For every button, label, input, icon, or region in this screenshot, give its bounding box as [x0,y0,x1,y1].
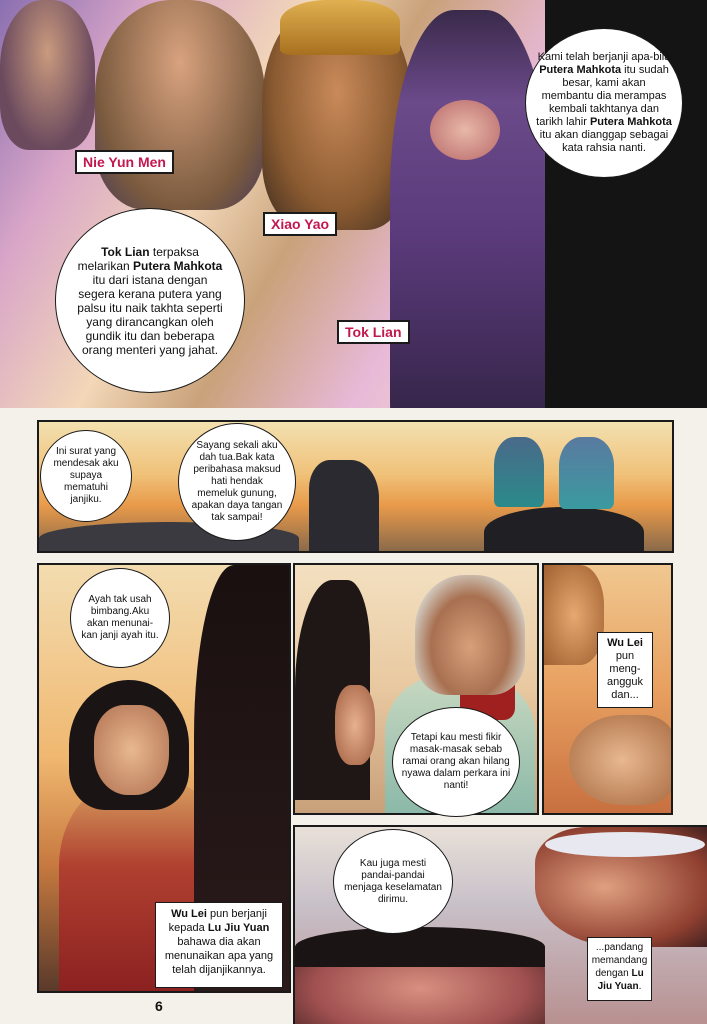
bold-name: Putera Mahkota [539,64,622,76]
bubble-text: Kami telah berjanji apa-bila [537,51,671,63]
bubble-text: itu sudah besar, kami akan membantu dia merampas kembali takhtanya dan tarikh lahir [536,64,669,128]
figure-wu-lei-face [94,705,169,795]
panel-2-cliff-sunset [37,420,674,553]
speech-bubble-kami [525,28,683,178]
bold-name: Wu Lei [171,908,207,920]
name-label-nie-yun-men: Nie Yun Men [75,150,174,174]
narration-bubble-tok-lian [55,208,245,393]
caption-box-wu-lei-nod [597,632,653,708]
speech-bubble-tetapi: Tetapi kau mesti fikir masak-masak sebab ramai orang akan hilang nyawa dalam perkara ini nanti! [392,707,520,817]
speech-bubble-ayah: Ayah tak usah bimbang.Aku akan menunai-kan janji ayah itu. [70,568,170,668]
figure-hair [295,927,545,967]
name-label-tok-lian: Tok Lian [337,320,410,344]
speech-bubble-ini: Ini surat yang mendesak aku supaya mematuhi janjiku. [40,430,132,522]
figure-cloaked-left [494,437,544,507]
rock-pillar [309,460,379,553]
figure-white-brow [545,832,705,857]
caption-box-wu-lei-promise [155,902,283,988]
caption-text: pun meng-angguk dan... [606,650,644,701]
figure-hand [569,715,673,805]
page-number: 6 [155,998,163,1014]
caption-text: ...pandang memandang dengan [591,942,648,979]
figure-cloaked-right [559,437,614,509]
bubble-text: itu dari istana dengan segera kerana putera yang palsu itu naik takhta seperti yang dirancangkan oleh gundik itu dan beberapa orang menteri yang jahat. [77,272,223,357]
figure-face-closeup [544,565,604,665]
caption-text: bahawa dia akan menunaikan apa yang telah dijanjikannya. [164,936,274,976]
caption-box-pandang [587,937,652,1001]
figure-lu-jiu-yuan [415,575,525,695]
bold-name: Putera Mahkota [133,258,223,273]
cliff-edge [484,507,644,553]
figure-wu-lei-profile [335,685,375,765]
bubble-text: terpaksa melarikan [77,244,199,273]
bold-name: Putera Mahkota [589,116,672,128]
bold-name: Tok Lian [101,244,150,259]
bold-name: Wu Lei [607,637,643,649]
figure-nie-yun-men [95,0,265,210]
name-label-xiao-yao: Xiao Yao [263,212,337,236]
speech-bubble-kau: Kau juga mesti pandai-pandai menjaga keselamatan dirimu. [333,829,453,934]
bold-name: Lu Jiu Yuan [597,968,644,992]
figure-infant-prince [430,100,500,160]
caption-text: . [638,981,642,992]
speech-bubble-sayang: Sayang sekali aku dah tua.Bak kata peribahasa maksud hati hendak memeluk gunung, apakan daya tangan tak sampai! [178,423,296,541]
crown-icon [280,0,400,55]
caption-text: pun berjanji kepada [168,908,267,934]
bubble-text: itu akan dianggap sebagai kata rahsia nanti. [539,129,669,154]
bold-name: Lu Jiu Yuan [207,922,270,934]
figure-elder-left [0,0,95,150]
figure-tok-lian [390,10,545,408]
